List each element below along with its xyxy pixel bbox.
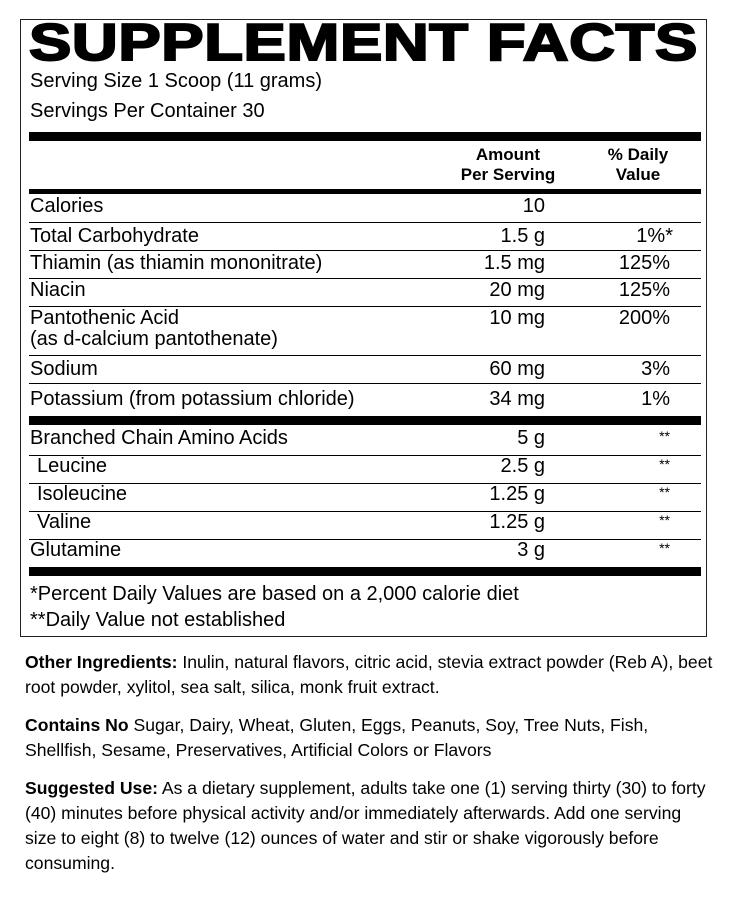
amino-amount: 1.25 g: [489, 483, 545, 505]
nutrient-amount: 1.5 mg: [483, 252, 545, 274]
amount-header-line1: Amount: [475, 145, 541, 164]
serving-size: Serving Size 1 Scoop (11 grams): [30, 70, 322, 92]
amino-dv: **: [659, 540, 670, 556]
nutrient-name: Niacin: [30, 279, 86, 301]
nutrient-dv: 200%: [618, 307, 670, 329]
amino-amount: 3 g: [517, 539, 545, 561]
nutrient-amount: 10 mg: [489, 307, 545, 329]
suggested-use: [25, 776, 715, 876]
row-divider: [29, 511, 701, 512]
contains-no-text: Sugar, Dairy, Wheat, Gluten, Eggs, Peanuts, Soy, Tree Nuts, Fish, Shellfish, Sesame, Preservatives, Artificial Colors or Flavors: [25, 715, 649, 760]
amino-dv: **: [659, 456, 670, 472]
suggested-use-text: As a dietary supplement, adults take one (1) serving thirty (30) to forty (40) minutes before physical activity and/or immediately afterwards. Add one serving size to eight (8) to twelve (12) ounces of water and stir or shake vigorously before consuming.: [25, 778, 706, 873]
dv-header-line1: % Daily: [607, 145, 669, 164]
contains-no-heading: Contains No: [25, 715, 129, 735]
nutrient-name: Calories: [30, 195, 104, 217]
amino-dv: **: [659, 428, 670, 444]
row-divider: [29, 483, 701, 484]
nutrient-amount: 60 mg: [489, 358, 545, 380]
nutrient-name: Sodium: [30, 358, 98, 380]
amino-dv: **: [659, 484, 670, 500]
nutrient-name: Pantothenic Acid: [30, 307, 179, 329]
thick-rule: [29, 132, 701, 141]
thick-rule: [29, 567, 701, 576]
nutrient-name: Total Carbohydrate: [30, 225, 199, 247]
nutrient-name-detail: (as d-calcium pantothenate): [30, 328, 278, 350]
header-rule: [29, 189, 701, 194]
panel-title: SUPPLEMENT FACTS: [29, 14, 698, 72]
nutrient-dv: 1%*: [636, 225, 673, 247]
nutrient-amount: 34 mg: [489, 388, 545, 410]
contains-no: [25, 713, 715, 763]
amino-amount: 1.25 g: [489, 511, 545, 533]
nutrient-amount: 1.5 g: [500, 225, 545, 247]
nutrient-dv: 125%: [618, 252, 670, 274]
nutrient-name: Potassium (from potassium chloride): [30, 388, 355, 410]
amino-name: Glutamine: [30, 539, 122, 561]
nutrient-dv: 125%: [618, 279, 670, 301]
dv-header-line2: Value: [615, 165, 661, 184]
suggested-use-heading: Suggested Use:: [25, 778, 158, 798]
amount-column-header: [440, 145, 576, 185]
row-divider: [29, 383, 701, 384]
nutrient-amount: 20 mg: [489, 279, 545, 301]
row-divider: [29, 355, 701, 356]
other-ingredients-heading: Other Ingredients:: [25, 652, 178, 672]
amino-amount: 2.5 g: [500, 455, 545, 477]
row-divider: [29, 455, 701, 456]
row-divider: [29, 250, 701, 251]
nutrient-dv: 3%: [641, 358, 670, 380]
other-ingredients-text: Inulin, natural flavors, citric acid, stevia extract powder (Reb A), beet root powder, xylitol, sea salt, silica, monk fruit extract.: [25, 652, 713, 697]
amino-amount: 5 g: [517, 427, 545, 449]
amino-name: Isoleucine: [37, 483, 128, 505]
nutrient-dv: 1%: [641, 388, 670, 410]
other-ingredients: [25, 650, 715, 700]
thick-rule: [29, 416, 701, 425]
nutrient-name: Thiamin (as thiamin mononitrate): [30, 252, 323, 274]
amino-name: Branched Chain Amino Acids: [30, 427, 288, 449]
row-divider: [29, 539, 701, 540]
row-divider: [29, 222, 701, 223]
row-divider: [29, 278, 701, 279]
amino-name: Leucine: [37, 455, 108, 477]
amino-name: Valine: [37, 511, 92, 533]
footnote-dv-not-established: **Daily Value not established: [30, 609, 286, 631]
nutrient-amount: 10: [522, 195, 545, 217]
dv-column-header: [590, 145, 686, 185]
footnote-percent-dv: *Percent Daily Values are based on a 2,000 calorie diet: [30, 583, 519, 605]
amino-dv: **: [659, 512, 670, 528]
servings-per-container: Servings Per Container 30: [30, 100, 265, 122]
amount-header-line2: Per Serving: [460, 165, 556, 184]
